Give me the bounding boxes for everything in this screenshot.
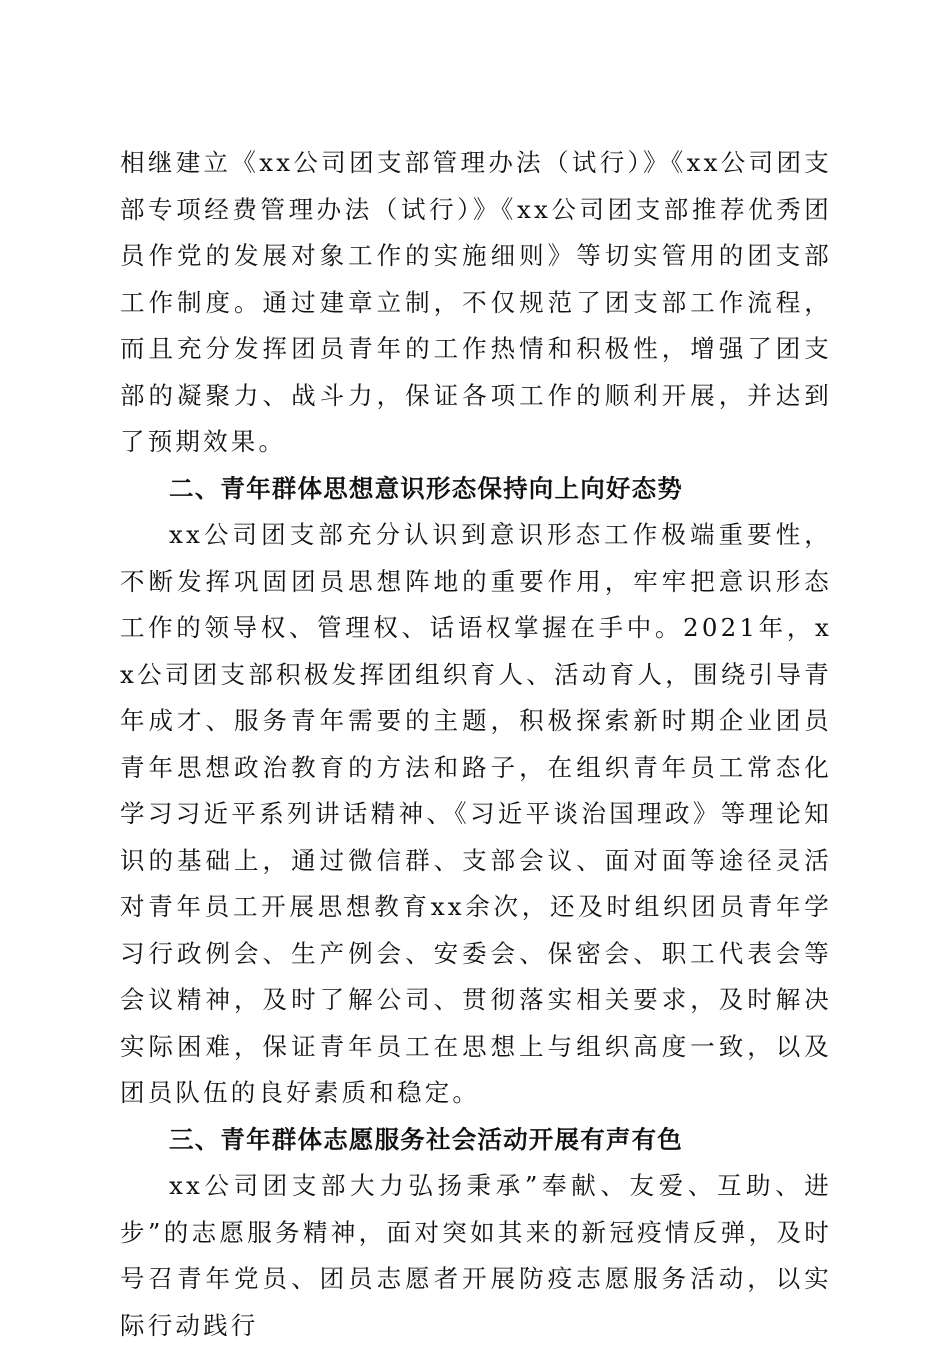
paragraph-regulations: 相继建立《xx公司团支部管理办法（试行）》《xx公司团支部专项经费管理办法（试行）》《xx公司团支部推荐优秀团员作党的发展对象工作的实施细则》等切实管用的团支部工作制度。通过建章立制，不仅规范了团支部工作流程，而且充分发挥团员青年的工作热情和积极性，增强了团支部的凝聚力、战斗力，保证各项工作的顺利开展，并达到了预期效果。 (120, 148, 832, 456)
paragraph-volunteer: xx公司团支部大力弘扬秉承”奉献、友爱、互助、进步”的志愿服务精神，面对突如其来的新冠疫情反弹，及时号召青年党员、团员志愿者开展防疫志愿服务活动，以实际行动践行 (120, 1171, 832, 1340)
section-heading-3: 三、青年群体志愿服务社会活动开展有声有色 (169, 1124, 683, 1154)
section-heading-2: 二、青年群体思想意识形态保持向上向好态势 (169, 473, 683, 503)
paragraph-ideology: xx公司团支部充分认识到意识形态工作极端重要性，不断发挥巩固团员思想阵地的重要作用，牢牢把意识形态工作的领导权、管理权、话语权掌握在手中。2021年，xx公司团支部积极发挥团组织育人、活动育人，围绕引导青年成才、服务青年需要的主题，积极探索新时期企业团员青年思想政治教育的方法和路子，在组织青年员工常态化学习习近平系列讲话精神、《习近平谈治国理政》等理论知识的基础上，通过微信群、支部会议、面对面等途径灵活对青年员工开展思想教育xx余次，还及时组织团员青年学习行政例会、生产例会、安委会、保密会、职工代表会等会议精神，及时了解公司、贯彻落实相关要求，及时解决实际困难，保证青年员工在思想上与组织高度一致，以及团员队伍的良好素质和稳定。 (120, 520, 832, 1107)
document-body (120, 140, 832, 1349)
